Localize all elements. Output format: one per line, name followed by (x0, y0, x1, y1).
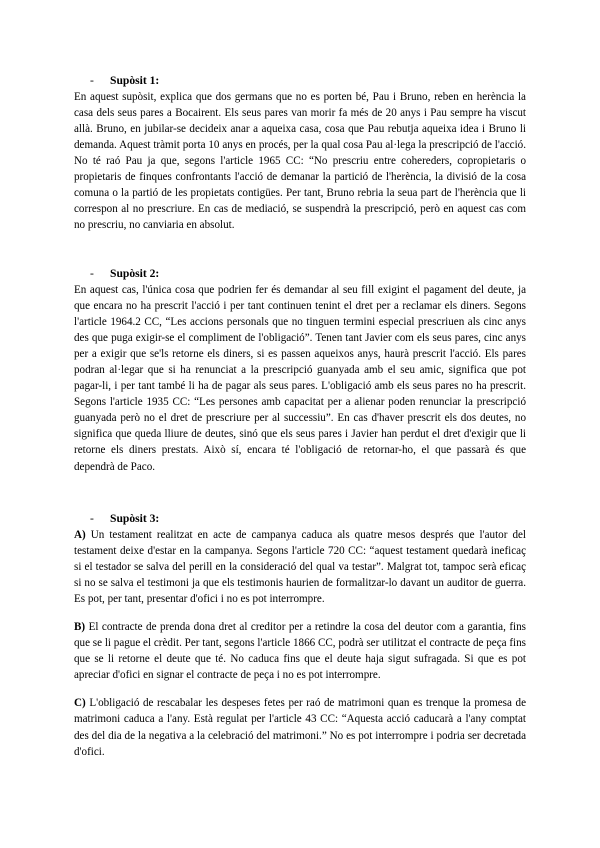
section-3 (74, 511, 526, 760)
paragraph-a (74, 527, 526, 607)
paragraph (74, 89, 526, 233)
paragraph-text: Un testament realitzat en acte de campanya caduca als quatre mesos després que l'autor del testament deixe d'estar en la campanya. Segons l'article 720 CC: “aquest testament quedarà ineficaç si el testador se salva del perill en la consideració del qual va testar”. Malgrat tot, tampoc serà eficaç si no se salva el testimoni ja que els testimonis haurien de formalitzar-lo davant un auditor de guerra. Es pot, per tant, presentar d'ofici i no es pot interrompre. (74, 529, 526, 606)
heading-text: Supòsit 2: (110, 267, 160, 280)
section-heading (74, 73, 526, 89)
paragraph-label: A) (74, 529, 86, 541)
section-1 (74, 73, 526, 233)
paragraph (74, 282, 526, 475)
paragraph-text: En aquest cas, l'única cosa que podrien fer és demandar al seu fill exigint el pagament del deute, ja que encara no ha prescrit l'acció i per tant continuen tenint el dret per a reclamar els diners. Segons l'article 1964.2 CC, “Les accions personals que no tinguen termini especial prescriuen als cinc anys des que puga exigir-se el compliment de l'obligació”. Tenen tant Javier com els seus pares, cinc anys per a exigir que se'ls retorne els diners, si es passen aqueixos anys, haurà prescrit l'acció. Els pares podran al·legar que si ha renunciat a la prescripció guanyada amb el seu amic, significa que pot pagar-li, i per tant també li ha de pagar als seus pares. L'obligació amb els seus pares no ha prescrit. Segons l'article 1935 CC: “Les persones amb capacitat per a alienar poden renunciar la prescripció guanyada però no el dret de prescriure per al successiu”. En cas d'haver prescrit els dos deutes, no significa que queda lliure de deutes, sinó que els seus pares i Javier han perdut el dret d'exigir que li retorne els diners prestats. Això sí, encara té l'obligació de retornar-ho, el que passarà és que dependrà de Paco. (74, 284, 526, 473)
section-2 (74, 266, 526, 475)
paragraph-c (74, 695, 526, 759)
heading-text: Supòsit 1: (110, 74, 160, 87)
section-heading (74, 511, 526, 527)
paragraph-text: El contracte de prenda dona dret al creditor per a retindre la cosa del deutor com a garantia, fins que se li pague el crèdit. Per tant, segons l'article 1866 CC, podrà ser utilitzat el contracte de peça fins que se li retorne el deute que té. No caduca fins que el deute haja sigut sufragada. Si que es pot apreciar d'ofici en signar el contracte de peça i no es pot interrompre. (74, 621, 526, 682)
paragraph-b (74, 619, 526, 683)
paragraph-label: B) (74, 621, 86, 634)
paragraph-label: C) (74, 697, 86, 710)
paragraph-text: En aquest supòsit, explica que dos germans que no es porten bé, Pau i Bruno, reben en herència la casa dels seus pares a Bocairent. Els seus pares van morir fa més de 20 anys i Pau sempre ha viscut allà. Bruno, en jubilar-se decideix anar a aqueixa casa, cosa que Pau rebutja aqueixa idea i Bruno li demanda. Aquest tràmit porta 10 anys en procés, per la qual cosa Pau al·lega la prescripció de l'acció. No té raó Pau ja que, segons l'article 1965 CC: “No prescriu entre cohereders, copropietaris o propietaris de finques confrontants l'acció de demanar la partició de l'herència, la divisió de la cosa comuna o la partió de les propietats contigües. Per tant, Bruno rebria la seua part de l'herència que li correspon al no prescriure. En cas de mediació, se suspendrà la prescripció, però en aquest cas com no prescriu, no canviaria en absolut. (74, 91, 526, 232)
bullet-dash: - (90, 512, 94, 525)
paragraph-text: L'obligació de rescabalar les despeses fetes per raó de matrimoni quan es trenque la promesa de matrimoni caduca a l'any. Està regulat per l'article 43 CC: “Aquesta acció caducarà a l'any comptat des del dia de la negativa a la celebració del matrimoni.” No es pot interrompre i podria ser decretada d'ofici. (74, 697, 526, 758)
heading-text: Supòsit 3: (110, 512, 160, 525)
section-heading (74, 266, 526, 282)
bullet-dash: - (90, 267, 94, 280)
bullet-dash: - (90, 74, 94, 87)
